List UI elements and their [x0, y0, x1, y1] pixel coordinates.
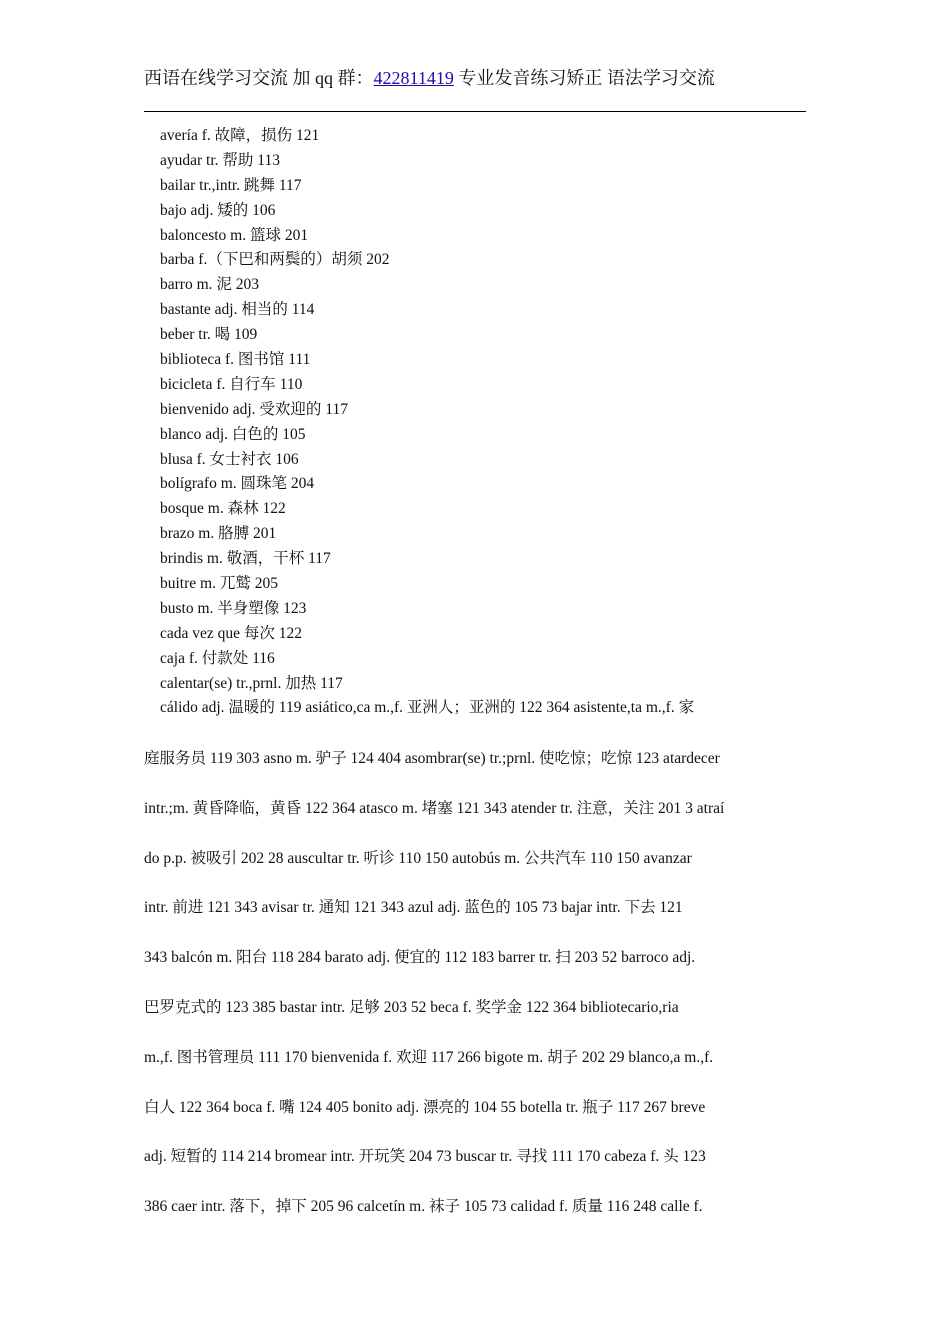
paragraph-line: do p.p. 被吸引 202 28 auscultar tr. 听诊 110 150 autobús m. 公共汽车 110 150 avanzar [144, 849, 692, 867]
vocab-entry: caja f. 付款处 116 [160, 649, 275, 667]
paragraph-line: 白人 122 364 boca f. 嘴 124 405 bonito adj. 漂亮的 104 55 botella tr. 瓶子 117 267 breve [144, 1098, 706, 1116]
vocab-entry: busto m. 半身塑像 123 [160, 599, 307, 617]
vocab-entry: cada vez que 每次 122 [160, 624, 303, 642]
vocab-entry: brazo m. 胳膊 201 [160, 525, 277, 543]
vocab-entry: bosque m. 森林 122 [160, 500, 286, 518]
vocab-entry: barba f.（下巴和两鬓的）胡须 202 [160, 251, 390, 269]
vocab-entry: brindis m. 敬酒，干杯 117 [160, 550, 331, 568]
vocab-entry: bajo adj. 矮的 106 [160, 201, 276, 219]
vocab-entry: ayudar tr. 帮助 113 [160, 151, 280, 169]
paragraph-line: adj. 短暂的 114 214 bromear intr. 开玩笑 204 73 buscar tr. 寻找 111 170 cabeza f. 头 123 [144, 1148, 706, 1166]
vocab-entry: buitre m. 兀鹫 205 [160, 575, 278, 593]
vocab-entry: cálido adj. 温暖的 119 asiático,ca m.,f. 亚洲人；亚洲的 122 364 asistente,ta m.,f. 家 [160, 699, 695, 717]
vocab-entry: blusa f. 女士衬衣 106 [160, 450, 299, 468]
paragraph-line: 343 balcón m. 阳台 118 284 barato adj. 便宜的 112 183 barrer tr. 扫 203 52 barroco adj. [144, 949, 696, 967]
vocab-entry: bicicleta f. 自行车 110 [160, 375, 303, 393]
vocab-entry: calentar(se) tr.,prnl. 加热 117 [160, 674, 343, 692]
header-divider [144, 111, 806, 112]
paragraph-line: m.,f. 图书管理员 111 170 bienvenida f. 欢迎 117 266 bigote m. 胡子 202 29 blanco,a m.,f. [144, 1048, 714, 1066]
vocab-entry: bolígrafo m. 圆珠笔 204 [160, 475, 315, 493]
header-prefix: 西语在线学习交流 加 qq 群： [144, 68, 374, 88]
vocab-entry: beber tr. 喝 109 [160, 326, 258, 344]
vocab-entry: avería f. 故障，损伤 121 [160, 127, 320, 144]
page-header [144, 64, 806, 92]
vocab-entry: blanco adj. 白色的 105 [160, 425, 306, 443]
vocabulary-paragraph [144, 734, 784, 1232]
vocab-entry: biblioteca f. 图书馆 111 [160, 351, 311, 369]
paragraph-line: 386 caer intr. 落下，掉下 205 96 calcetín m. 袜子 105 73 calidad f. 质量 116 248 calle f. [144, 1198, 703, 1216]
header-suffix: 专业发音练习矫正 语法学习交流 [453, 68, 715, 88]
vocab-entry: bailar tr.,intr. 跳舞 117 [160, 176, 302, 194]
paragraph-line: intr. 前进 121 343 avisar tr. 通知 121 343 azul adj. 蓝色的 105 73 bajar intr. 下去 121 [144, 899, 683, 917]
paragraph-line: intr.;m. 黄昏降临，黄昏 122 364 atasco m. 堵塞 121 343 atender tr. 注意，关注 201 3 atraí [144, 799, 725, 817]
vocab-entry: baloncesto m. 篮球 201 [160, 226, 309, 244]
vocab-entry: bienvenido adj. 受欢迎的 117 [160, 400, 348, 418]
vocab-entry: bastante adj. 相当的 114 [160, 301, 315, 319]
vocab-entry: barro m. 泥 203 [160, 276, 260, 294]
vocabulary-list [160, 124, 694, 721]
paragraph-line: 巴罗克式的 123 385 bastar intr. 足够 203 52 beca f. 奖学金 122 364 bibliotecario,ria [144, 998, 679, 1016]
qq-group-link[interactable]: 422811419 [373, 68, 454, 88]
paragraph-line: 庭服务员 119 303 asno m. 驴子 124 404 asombrar(se) tr.;prnl. 使吃惊；吃惊 123 atardecer [144, 750, 720, 767]
